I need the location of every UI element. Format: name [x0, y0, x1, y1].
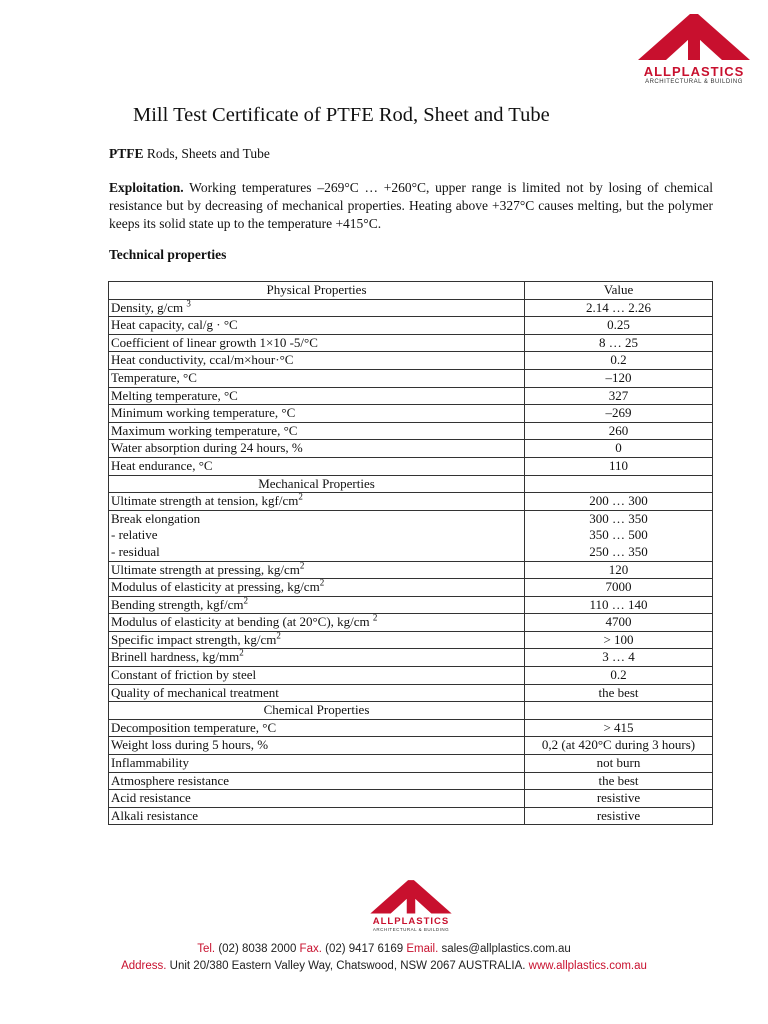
- mechanical-heading-row-label: Mechanical Properties: [109, 475, 525, 493]
- exploitation-text: Working temperatures –269°C … +260°C, upper range is limited not by losing of chemical resistance but by decreasing of mechanical properties. Heating above +327°C causes melting, but the polymer keeps its solid state up to the temperature +415°C.: [109, 180, 713, 231]
- table-row: [109, 614, 713, 632]
- property-name: Constant of friction by steel: [109, 667, 525, 685]
- exploitation-paragraph: [109, 179, 713, 233]
- footer-address: Address. Unit 20/380 Eastern Valley Way, Chatswood, NSW 2067 AUSTRALIA. www.allplastics.com.au: [121, 960, 647, 972]
- footer-logo: [366, 880, 456, 940]
- property-name: Density, g/cm $^3$: [109, 299, 525, 317]
- property-name: Atmosphere resistance: [109, 772, 525, 790]
- chemical-heading-row-label: Chemical Properties: [109, 702, 525, 720]
- property-name: Ultimate strength at tension, kgf/$cm^2$: [109, 493, 525, 511]
- footer-logo-tagline: ARCHITECTURAL & BUILDING: [372, 927, 450, 932]
- property-value: 8 … 25: [525, 334, 713, 352]
- property-value: 327: [525, 387, 713, 405]
- property-value: 7000: [525, 579, 713, 597]
- table-row: [109, 790, 713, 808]
- table-row-break-elongation: [109, 510, 713, 561]
- footer-fax: (02) 9417 6169: [321, 943, 407, 955]
- property-value: the best: [525, 772, 713, 790]
- property-value: resistive: [525, 790, 713, 808]
- table-row: [109, 493, 713, 511]
- table-row: [109, 317, 713, 335]
- property-value: not burn: [525, 755, 713, 773]
- footer-contact: Tel. (02) 8038 2000 Fax. (02) 9417 6169 Email. sales@allplastics.com.au: [197, 943, 571, 955]
- property-value: 200 … 300: [525, 493, 713, 511]
- property-value: 300 … 350 350 … 500 250 … 350: [525, 510, 713, 561]
- chemical-heading-row: [109, 702, 713, 720]
- logo-wordmark: ALLPLASTICS: [643, 64, 745, 79]
- table-row: [109, 755, 713, 773]
- property-name: Alkali resistance: [109, 807, 525, 825]
- property-value: resistive: [525, 807, 713, 825]
- property-value: 4700: [525, 614, 713, 632]
- table-row: [109, 772, 713, 790]
- property-name: Heat capacity, cal/g · °C: [109, 317, 525, 335]
- property-name: Heat conductivity, ccal/m×hour·°C: [109, 352, 525, 370]
- property-value: 0,2 (at 420°C during 3 hours): [525, 737, 713, 755]
- property-value: –269: [525, 405, 713, 423]
- property-name: Decomposition temperature, °C: [109, 719, 525, 737]
- property-value: 0.25: [525, 317, 713, 335]
- property-name: Inflammability: [109, 755, 525, 773]
- footer-email[interactable]: sales@allplastics.com.au: [438, 943, 571, 955]
- table-row: [109, 352, 713, 370]
- property-name: Melting temperature, °C: [109, 387, 525, 405]
- table-row: [109, 649, 713, 667]
- footer-logo-mark-icon: [366, 880, 456, 915]
- logo-mark-icon: [632, 14, 756, 62]
- property-name: Break elongation - relative - residual: [109, 510, 525, 561]
- table-row: [109, 684, 713, 702]
- table-row: [109, 405, 713, 423]
- property-value: 120: [525, 561, 713, 579]
- property-value: 0: [525, 440, 713, 458]
- table-row: [109, 719, 713, 737]
- property-value: 260: [525, 422, 713, 440]
- property-name: Maximum working temperature, °C: [109, 422, 525, 440]
- table-row: [109, 334, 713, 352]
- property-name: Water absorption during 24 hours, %: [109, 440, 525, 458]
- property-name: Heat endurance, °C: [109, 457, 525, 475]
- table-row: [109, 667, 713, 685]
- table-row: [109, 737, 713, 755]
- property-value: –120: [525, 369, 713, 387]
- property-name: Ultimate strength at pressing, $kg/cm^2$: [109, 561, 525, 579]
- table-row: [109, 299, 713, 317]
- property-value: 3 … 4: [525, 649, 713, 667]
- logo-tagline: ARCHITECTURAL & BUILDING: [645, 79, 743, 85]
- property-value: 110 … 140: [525, 596, 713, 614]
- table-row: [109, 440, 713, 458]
- property-name: Coefficient of linear growth 1×10 -5/°C: [109, 334, 525, 352]
- company-logo: [632, 14, 756, 98]
- table-row: [109, 369, 713, 387]
- table-row: [109, 579, 713, 597]
- table-row: [109, 422, 713, 440]
- footer-address-text: Unit 20/380 Eastern Valley Way, Chatswood, NSW 2067 AUSTRALIA.: [166, 960, 529, 972]
- document-subtitle: PTFE Rods, Sheets and Tube: [109, 146, 270, 161]
- property-value: > 100: [525, 631, 713, 649]
- property-value: > 415: [525, 719, 713, 737]
- footer-phone: (02) 8038 2000: [215, 943, 300, 955]
- page-title: Mill Test Certificate of PTFE Rod, Sheet and Tube: [133, 104, 550, 126]
- table-header-row: [109, 282, 713, 300]
- property-name: Modulus of elasticity at bending (at 20°C), kg/cm $^2$: [109, 614, 525, 632]
- footer-website-link[interactable]: www.allplastics.com.au: [528, 960, 647, 972]
- table-row: [109, 561, 713, 579]
- header-property: Physical Properties: [109, 282, 525, 300]
- property-name: Weight loss during 5 hours, %: [109, 737, 525, 755]
- header-value: Value: [525, 282, 713, 300]
- property-name: Brinell hardness, $kg/mm^2$: [109, 649, 525, 667]
- property-name: Modulus of elasticity at pressing, $kg/cm^2$: [109, 579, 525, 597]
- footer-logo-wordmark: ALLPLASTICS: [372, 916, 450, 927]
- property-name: Acid resistance: [109, 790, 525, 808]
- table-row: [109, 596, 713, 614]
- property-name: Quality of mechanical treatment: [109, 684, 525, 702]
- property-value: 110: [525, 457, 713, 475]
- property-value: 2.14 … 2.26: [525, 299, 713, 317]
- table-row: [109, 457, 713, 475]
- table-row: [109, 387, 713, 405]
- property-value: 0.2: [525, 667, 713, 685]
- property-name: Specific impact strength, $kg/cm^2$: [109, 631, 525, 649]
- mechanical-heading-row: [109, 475, 713, 493]
- table-row: [109, 631, 713, 649]
- exploitation-label: Exploitation.: [109, 180, 184, 195]
- property-value: the best: [525, 684, 713, 702]
- property-value: 0.2: [525, 352, 713, 370]
- section-heading: Technical properties: [109, 247, 227, 262]
- table-row: [109, 807, 713, 825]
- property-name: Minimum working temperature, °C: [109, 405, 525, 423]
- property-name: Temperature, °C: [109, 369, 525, 387]
- property-name: Bending strength, kgf/$cm^2$: [109, 596, 525, 614]
- properties-table: [108, 281, 713, 825]
